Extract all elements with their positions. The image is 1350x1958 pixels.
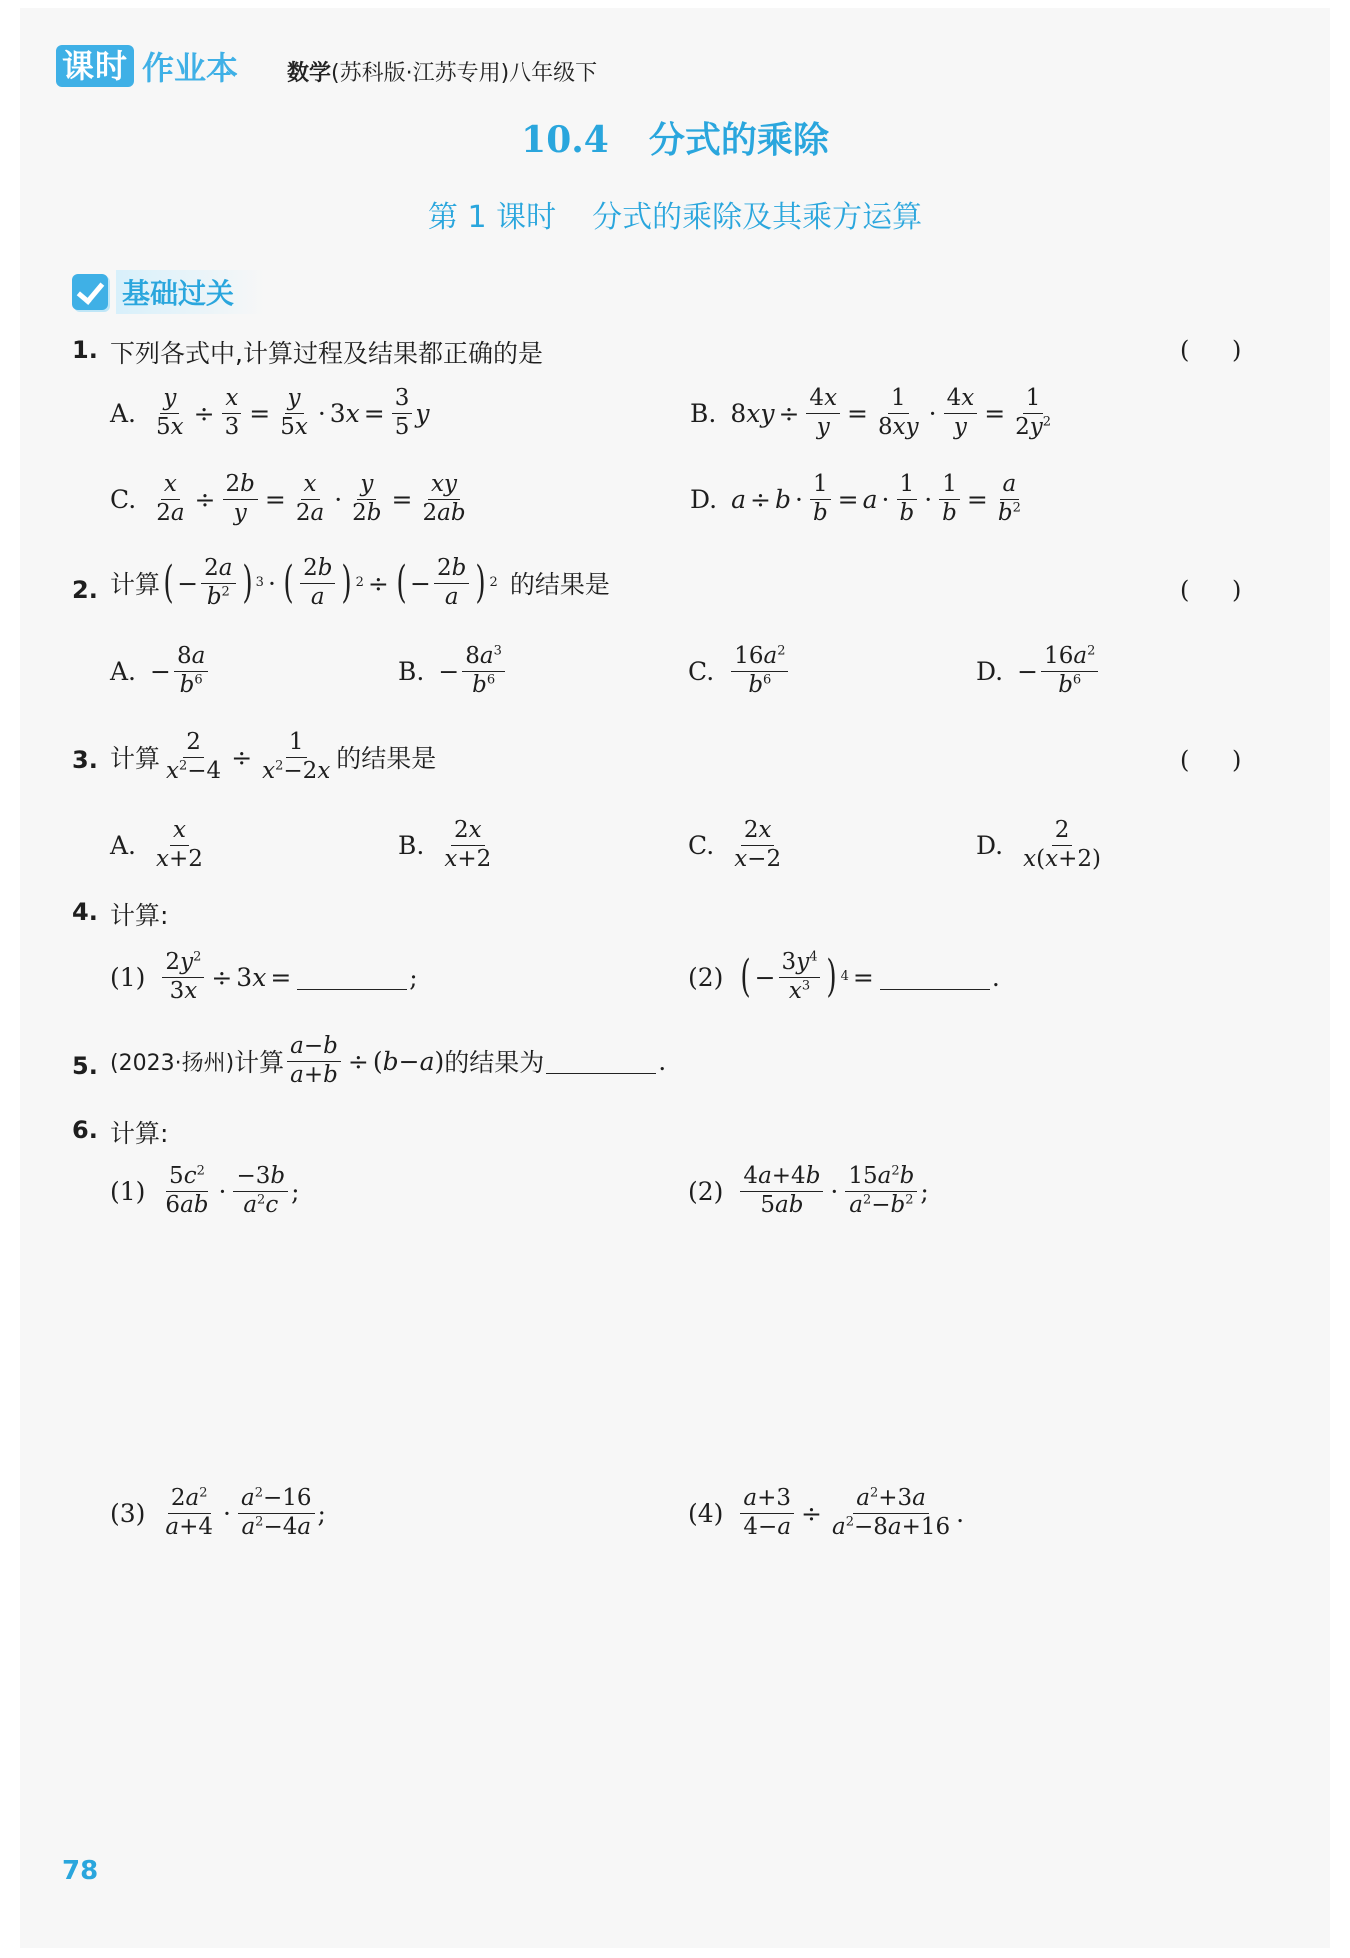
answer-blank[interactable] — [880, 965, 990, 990]
option-label: D. — [976, 656, 1004, 686]
math-expression: $\frac{2a^2}{a+4}$ · $\frac{a^2-16}{a^2-4a}$ ; — [165, 1485, 326, 1540]
q1-text: 下列各式中,计算过程及结果都正确的是 — [110, 339, 543, 368]
option-label: D. — [976, 830, 1004, 860]
brand-mark: 课时 — [56, 45, 134, 87]
subject: 数学 — [287, 61, 332, 86]
part-label: (1) — [110, 1176, 146, 1206]
q1-option-b — [690, 386, 1057, 441]
q4-text: 计算: — [110, 901, 169, 930]
section-name: 分式的乘除 — [648, 119, 829, 161]
answer-blank[interactable] — [546, 1049, 656, 1074]
q4-part1 — [110, 950, 418, 1005]
math-expression: $\frac{2}{x^2-4}$ ÷ $\frac{1}{x^2-2x}$ — [166, 729, 331, 784]
math-expression: a ÷ b · $\frac{1}{b}$ = a · $\frac{1}{b}$ · $\frac{1}{b}$ = $\frac{a}{b^2}$ — [731, 471, 1021, 526]
option-label: A. — [110, 398, 137, 428]
q3-option-c — [688, 818, 787, 873]
section-number: 10.4 — [521, 119, 609, 161]
q2-option-d — [976, 644, 1101, 699]
subhead — [72, 272, 264, 312]
math-expression: ( − $\frac{3y^4}{x^3}$ ) 4 = . — [740, 949, 1000, 1004]
q6-part1 — [110, 1164, 300, 1219]
part-label: (4) — [688, 1498, 724, 1528]
math-expression: $\frac{y}{5x}$ ÷ $\frac{x}{3}$ = $\frac{y}{5x}$ · 3 x = $\frac{3}{5}$ y — [156, 385, 430, 440]
q6-number: 6. — [72, 1116, 98, 1144]
q4-number: 4. — [72, 898, 98, 926]
part-label: (3) — [110, 1498, 146, 1528]
math-expression: − $\frac{16a^2}{b^6}$ — [1017, 644, 1101, 699]
q3-prefix: 计算 — [110, 744, 161, 774]
math-expression: $\frac{2}{x(x+2)}$ — [1023, 817, 1101, 872]
q3-option-b — [398, 818, 497, 873]
math-expression: − $\frac{8a}{b^6}$ — [150, 644, 211, 699]
q6-part2 — [688, 1164, 929, 1219]
q5-number: 5. — [72, 1052, 98, 1080]
section-title — [0, 112, 1350, 163]
q2-answer-paren[interactable]: ( ) — [1180, 576, 1242, 604]
option-label: C. — [688, 830, 715, 860]
math-expression: 8 xy ÷ $\frac{4x}{y}$ = $\frac{1}{8xy}$ · $\frac{4x}{y}$ = $\frac{1}{2y^2}$ — [730, 385, 1052, 440]
page-number: 78 — [62, 1856, 99, 1886]
option-label: D. — [690, 484, 718, 514]
book-info — [287, 56, 597, 87]
q3-number: 3. — [72, 746, 98, 774]
brand-name: 作业本 — [142, 49, 239, 87]
math-expression: $\frac{2x}{x+2}$ — [444, 817, 492, 872]
q3-option-a — [110, 818, 209, 873]
q3-suffix: 的结果是 — [336, 744, 437, 774]
q1-option-a — [110, 386, 430, 441]
q2-option-c — [688, 644, 791, 699]
q5-prefix: 计算 — [234, 1048, 285, 1078]
q3-stem — [110, 730, 436, 785]
q4-part2 — [688, 950, 1000, 1005]
q2-option-a — [110, 644, 211, 699]
q5-stem: (2023·扬州) 计算 $\frac{a-b}{a+b}$ ÷ ( b − a ) 的结果为 . — [110, 1033, 667, 1088]
checkbox-icon — [72, 274, 108, 310]
q5-suffix: 的结果为 — [444, 1048, 545, 1078]
edition: (苏科版·江苏专用)八年级下 — [331, 61, 598, 86]
math-expression: $\frac{16a^2}{b^6}$ — [728, 644, 791, 699]
math-expression: $\frac{4a+4b}{5ab}$ · $\frac{15a^2b}{a^2-b^2}$ ; — [737, 1164, 928, 1219]
option-label: B. — [690, 398, 717, 428]
q1-option-d — [690, 472, 1027, 527]
math-expression: $\frac{2y^2}{3x}$ ÷ 3 x = ; — [159, 950, 417, 1005]
q5-source: (2023·扬州) — [110, 1050, 235, 1076]
part-label: (1) — [110, 962, 146, 992]
option-label: B. — [398, 656, 425, 686]
q1-number: 1. — [72, 336, 98, 364]
part-label: (2) — [688, 962, 724, 992]
q6-text: 计算: — [110, 1119, 169, 1148]
math-expression: $\frac{2x}{x-2}$ — [734, 817, 782, 872]
math-expression: $\frac{x}{2a}$ ÷ $\frac{2b}{y}$ = $\frac{x}{2a}$ · $\frac{y}{2b}$ = $\frac{xy}{2ab}$ — [156, 471, 466, 526]
math-expression: ( − $\frac{2a}{b^2}$ ) 3 · ( $\frac{2b}{a}$ ) 2 ÷ ( − $\frac{2b}{a}$ ) 2 — [163, 555, 498, 610]
math-expression: $\frac{5c^2}{6ab}$ · $\frac{-3b}{a^2c}$ ; — [165, 1163, 300, 1218]
q1-answer-paren[interactable]: ( ) — [1180, 336, 1242, 364]
lesson-title — [0, 192, 1350, 236]
option-label: A. — [110, 830, 137, 860]
option-label: C. — [688, 656, 715, 686]
q2-number: 2. — [72, 576, 98, 604]
q6-part3 — [110, 1486, 326, 1541]
math-expression: − $\frac{8a^3}{b^6}$ — [438, 644, 508, 699]
q2-suffix: 的结果是 — [509, 570, 610, 600]
brand-logo — [56, 44, 238, 88]
subhead-label: 基础过关 — [116, 270, 264, 314]
q2-option-b — [398, 644, 508, 699]
option-label: A. — [110, 656, 137, 686]
q2-prefix: 计算 — [110, 570, 161, 600]
part-label: (2) — [688, 1176, 724, 1206]
q1-option-c — [110, 472, 472, 527]
answer-blank[interactable] — [297, 965, 407, 990]
q6-part4 — [688, 1486, 964, 1541]
math-expression: $\frac{a-b}{a+b}$ ÷ ( b − a ) — [284, 1034, 444, 1089]
lesson-number: 第 1 课时 — [427, 200, 557, 235]
q3-answer-paren[interactable]: ( ) — [1180, 746, 1242, 774]
q2-stem — [110, 556, 610, 611]
q3-option-d — [976, 818, 1107, 873]
lesson-name: 分式的乘除及其乘方运算 — [592, 200, 923, 235]
math-expression: $\frac{x}{x+2}$ — [156, 817, 203, 872]
math-expression: $\frac{a+3}{4-a}$ ÷ $\frac{a^2+3a}{a^2-8a+16}$ . — [737, 1486, 964, 1541]
option-label: C. — [110, 484, 137, 514]
option-label: B. — [398, 830, 425, 860]
